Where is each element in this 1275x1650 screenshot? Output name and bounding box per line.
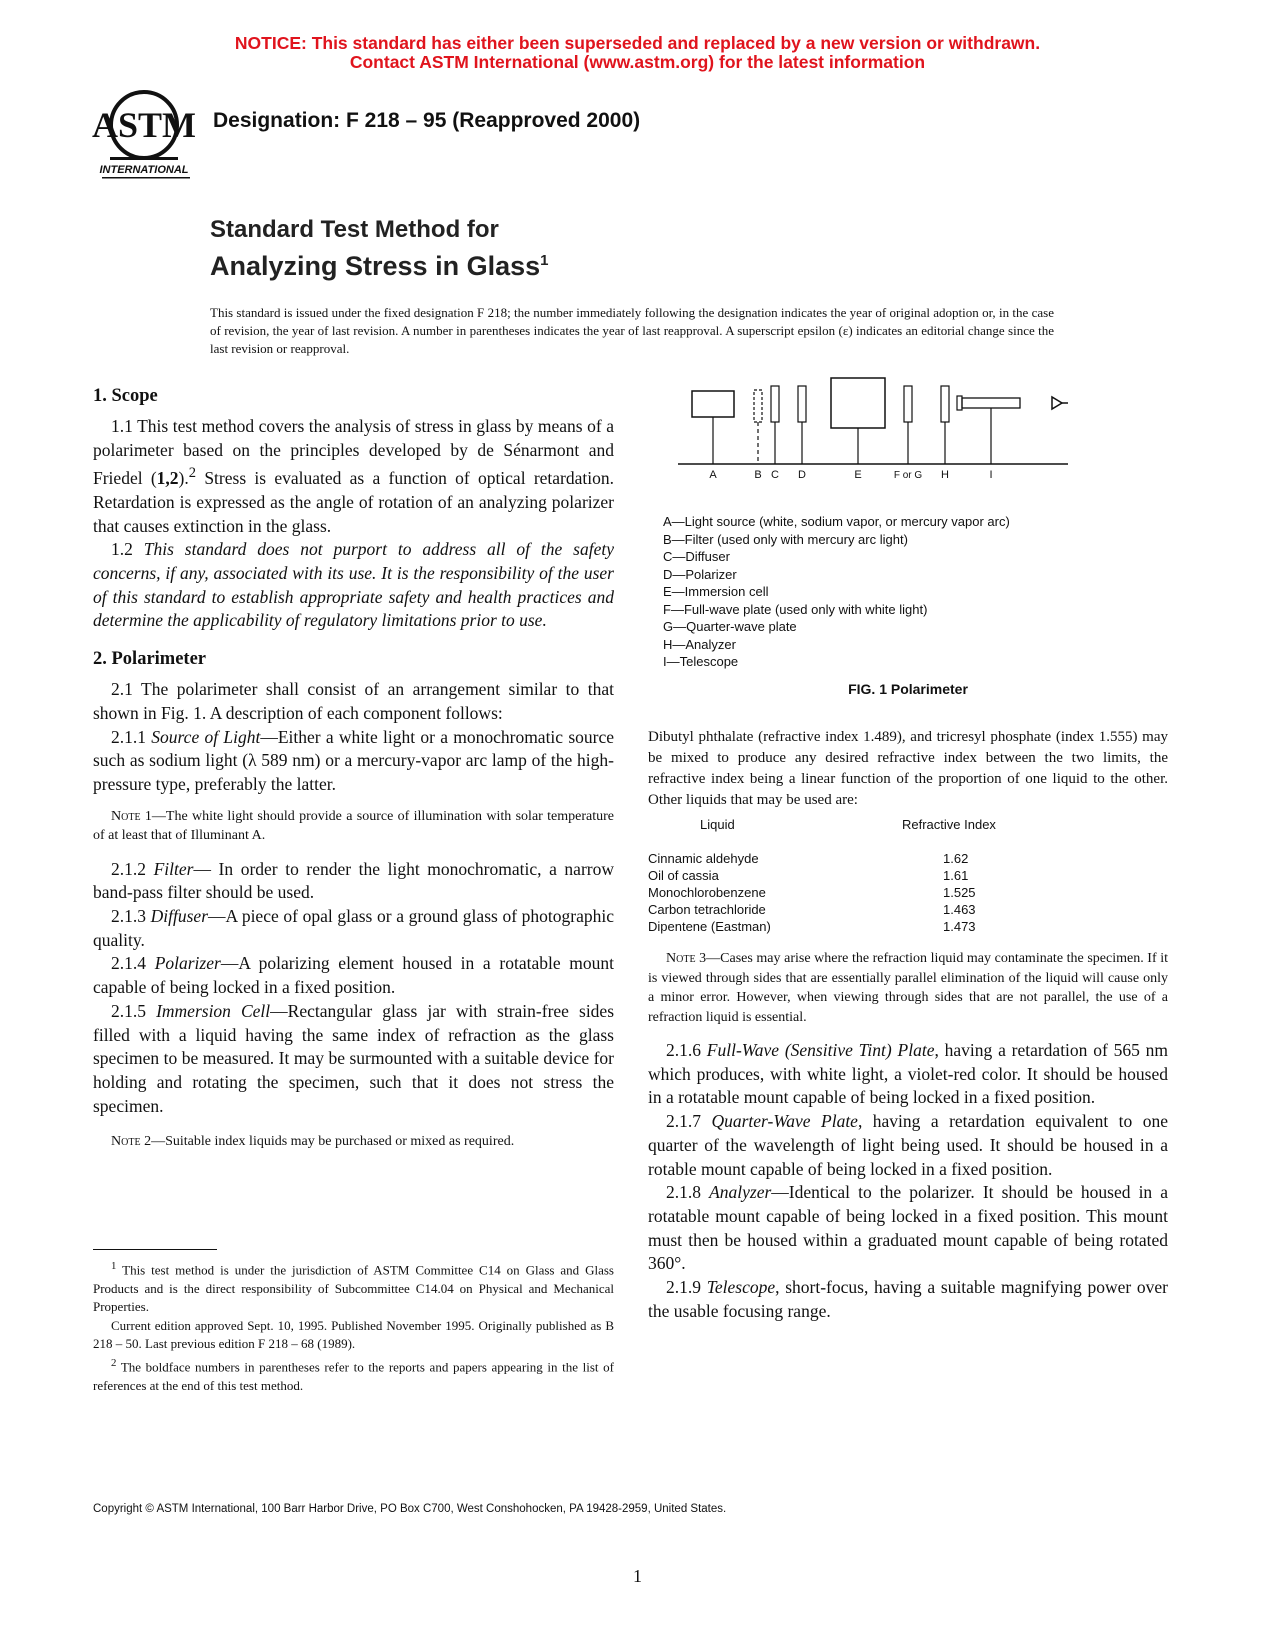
withdrawal-notice <box>0 34 1275 72</box>
table-row: Oil of cassia <box>648 868 719 883</box>
eye-icon <box>1052 397 1062 409</box>
table-row: Dipentene (Eastman) <box>648 919 771 934</box>
legend-item: A—Light source (white, sodium vapor, or mercury vapor arc) <box>663 514 1010 529</box>
issuance-statement: This standard is issued under the fixed designation F 218; the number immediately following the designation indicates the year of original adoption or, in the case of revision, the year of last revision. A number in parentheses indicates the year of last reapproval. A superscript epsilon (ε) indicates an editorial change since the last revision or reapproval. <box>210 305 1054 356</box>
title-line-1: Standard Test Method for <box>210 216 499 243</box>
table-cell-index: 1.463 <box>943 902 976 917</box>
fig-label-i: I <box>989 469 993 481</box>
immersion-cell-shape <box>831 378 885 428</box>
footnote-rule <box>93 1249 217 1250</box>
paragraph-2-1-5: 2.1.5 Immersion Cell—Rectangular glass jar with strain-free sides filled with a liquid having the same index of refraction as the glass specimen to be measured. It may be surmounted with a suitable device for holding and rotating the specimen, such that it does not stress the specimen. <box>93 1000 615 1116</box>
diffuser-shape <box>771 386 779 422</box>
paragraph-2-1-2: 2.1.2 Filter— In order to render the light monochromatic, a narrow band-pass filter should be used. <box>93 858 614 903</box>
table-cell-index: 1.61 <box>943 868 969 883</box>
title-line-2: Analyzing Stress in Glass <box>210 251 541 281</box>
fig-label-a: A <box>709 469 717 481</box>
fig-label-d: D <box>798 469 806 481</box>
fig-label-b: B <box>754 469 762 481</box>
legend-item: B—Filter (used only with mercury arc light) <box>663 531 908 547</box>
legend-item: E—Immersion cell <box>663 584 769 599</box>
copyright: Copyright © ASTM International, 100 Barr Harbor Drive, PO Box C700, West Conshohocken, PA 19428-2959, United States. <box>93 1503 727 1515</box>
note-1: Note 1—The white light should provide a source of illumination with solar temperature of at least that of Illuminant A. <box>93 808 614 844</box>
analyzer-shape <box>941 386 949 422</box>
table-row: Cinnamic aldehyde <box>648 851 759 866</box>
table-cell-index: 1.473 <box>943 919 976 934</box>
left-column <box>93 386 614 1164</box>
paragraph-2-1-8: 2.1.8 Analyzer—Identical to the polarizer. It should be housed in a rotatable mount capable of being locked in a fixed position. This mount must then be housed within a graduated mount capable of being rotated 360°. <box>648 1182 1169 1274</box>
legend-item: F—Full-wave plate (used only with white light) <box>663 601 928 617</box>
telescope-shape <box>962 398 1020 408</box>
legend-item: C—Diffuser <box>663 549 730 564</box>
fig-label-h: H <box>941 469 949 481</box>
legend-item: H—Analyzer <box>663 636 736 652</box>
notice-line-2: Contact ASTM International (www.astm.org) for the latest information <box>349 52 926 72</box>
legend-item: I—Telescope <box>663 654 739 669</box>
footnote-1: $^1$ This test method is under the jurisdiction of ASTM Committee C14 on Glass and Glass Products and is the direct responsibility of Subcommittee C14.04 on Physical and Mechanical Properties. <box>93 1260 614 1315</box>
document-title <box>210 215 548 282</box>
paragraph-2-1-1: 2.1.1 Source of Light—Either a white light or a monochromatic source such as sodium light (λ 589 nm) or a mercury-vapor arc lamp of the high-pressure type, preferably the latter. <box>93 726 614 794</box>
light-source-shape <box>692 391 734 417</box>
table-cell-index: 1.62 <box>943 851 969 866</box>
note-2: Note 2—Suitable index liquids may be purchased or mixed as required. <box>111 1134 515 1150</box>
table-header-liquid: Liquid <box>700 817 735 832</box>
footnote-2: $^2$ The boldface numbers in parentheses refer to the reports and papers appearing in the list of references at the end of this test method. <box>93 1356 614 1393</box>
liquids-table <box>648 817 1168 941</box>
figure-legend <box>663 513 1010 671</box>
logo-mark: ASTM <box>92 105 197 145</box>
paragraph-2-1-6: 2.1.6 Full-Wave (Sensitive Tint) Plate, having a retardation of 565 nm which produces, with white light, a violet-red color. It should be housed in a rotatable mount capable of being locked in a fixed position. <box>648 1040 1168 1108</box>
table-cell-index: 1.525 <box>943 885 976 900</box>
filter-shape <box>754 390 762 422</box>
paragraph-2-1-3: 2.1.3 Diffuser—A piece of opal glass or a ground glass of photographic quality. <box>93 906 614 950</box>
scope-heading: 1. Scope <box>93 386 158 406</box>
notice-line-1: NOTICE: This standard has either been superseded and replaced by a new version or withdrawn. <box>234 33 1041 53</box>
page-number: 1 <box>633 1566 642 1586</box>
title-footnote-ref: 1 <box>540 252 549 269</box>
polarimeter-heading: 2. Polarimeter <box>93 649 206 670</box>
paragraph-continued: Dibutyl phthalate (refractive index 1.489), and tricresyl phosphate (index 1.555) may be mixed to produce any desired refractive index between the two limits, the refractive index being a linear function of the proportion of one liquid to the other. Other liquids that may be used are: <box>648 729 1168 808</box>
paragraph-1-2: 1.2 This standard does not purport to address all of the safety concerns, if any, associated with its use. It is the responsibility of the user of this standard to establish appropriate safety and health practices and determine the applicability of regulatory limitations prior to use. <box>93 539 614 631</box>
fig-label-e: E <box>854 469 862 481</box>
astm-logo <box>92 87 204 185</box>
note-3: Note 3—Cases may arise where the refraction liquid may contaminate the specimen. If it is viewed through sides that are essentially parallel elimination of the liquid will cause only a minor error. However, when viewing through sides that are not parallel, the use of a refraction liquid is essential. <box>648 951 1168 1025</box>
footnote-1b: Current edition approved Sept. 10, 1995. Published November 1995. Originally published as B 218 – 50. Last previous edition F 218 – 68 (1989). <box>93 1317 614 1352</box>
legend-item: D—Polarizer <box>663 566 737 582</box>
table-row: Carbon tetrachloride <box>648 902 766 917</box>
wave-plate-shape <box>904 386 912 422</box>
paragraph-2-1-4: 2.1.4 Polarizer—A polarizing element housed in a rotatable mount capable of being locked in a fixed position. <box>93 953 615 998</box>
paragraph-2-1-7: 2.1.7 Quarter-Wave Plate, having a retardation equivalent to one quarter of the wavelength of light being used. It should be housed in a rotable mount capable of being locked in a fixed position. <box>648 1111 1168 1179</box>
table-header-index: Refractive Index <box>902 817 996 832</box>
fig-label-f-or-g: F or G <box>893 470 923 481</box>
table-row: Monochlorobenzene <box>648 885 766 900</box>
paragraph-2-1-9: 2.1.9 Telescope, short-focus, having a suitable magnifying power over the usable focusing range. <box>648 1277 1169 1321</box>
footnotes <box>93 1257 614 1395</box>
logo-text: INTERNATIONAL <box>99 164 189 176</box>
paragraph-1-1: 1.1 This test method covers the analysis of stress in glass by means of a polarimeter based on the principles developed by de Sénarmont and Friedel (1,2).$^2$ Stress is evaluated as a function of optical retardation. Retardation is expressed as the angle of rotation of an analyzing polarizer that causes extinction in the glass. <box>93 416 614 536</box>
figure-caption: FIG. 1 Polarimeter <box>848 681 968 697</box>
polarimeter-diagram <box>648 376 1168 486</box>
designation: Designation: F 218 – 95 (Reapproved 2000) <box>213 109 641 132</box>
right-column <box>648 727 1168 1323</box>
polarizer-shape <box>798 386 806 422</box>
legend-item: G—Quarter-wave plate <box>663 619 797 634</box>
paragraph-2-1: 2.1 The polarimeter shall consist of an arrangement similar to that shown in Fig. 1. A description of each component follows: <box>93 679 614 723</box>
fig-label-c: C <box>771 469 779 481</box>
